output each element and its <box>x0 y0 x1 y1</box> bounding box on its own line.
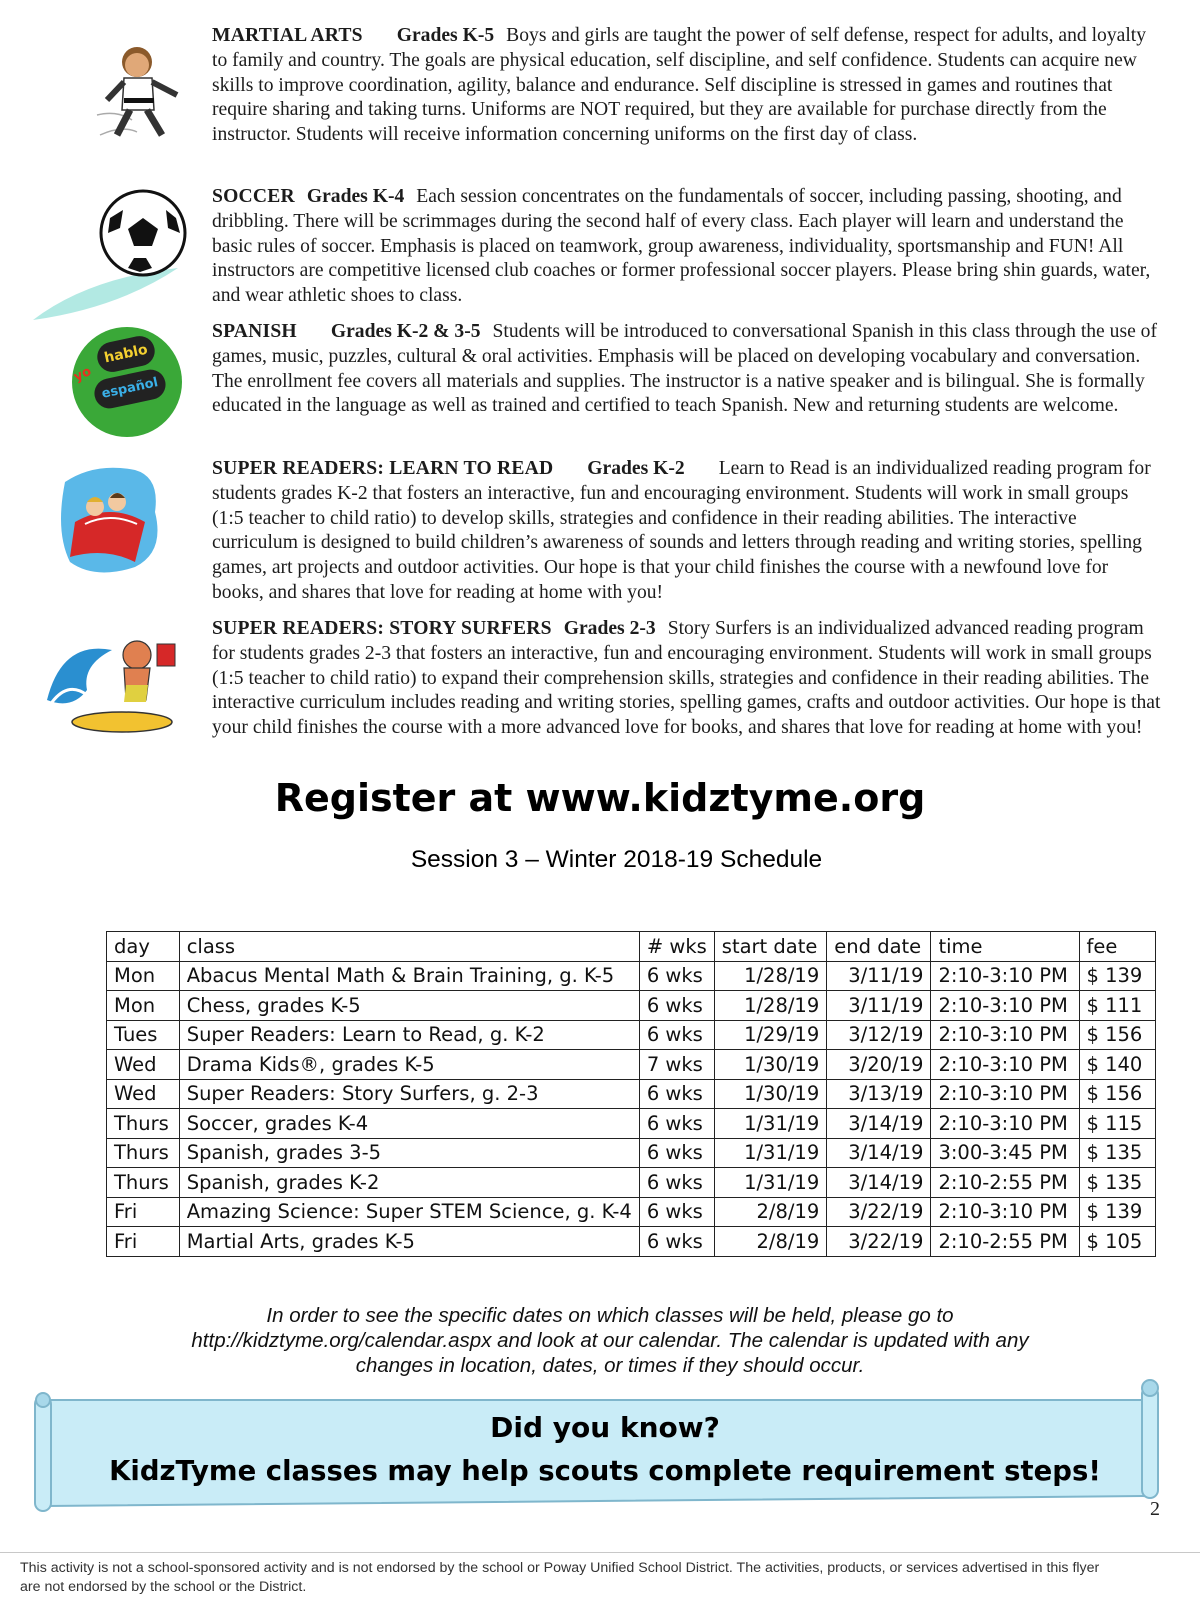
course-learn-to-read <box>212 457 1162 606</box>
course-description: Students will be introduced to conversational Spanish in this class through the use of games, music, puzzles, cultural & oral activities. Emphasis will be placed on developing vocabulary and conversation. The enrollment fee covers all materials and supplies. The instructor is a native speaker and is bilingual. She is formally educated in the language as well as trained and certified to teach Spanish. New and returning students are welcome. <box>212 321 1157 417</box>
table-row <box>107 1079 1156 1109</box>
schedule-header-row <box>107 932 1156 962</box>
register-heading: Register at www.kidztyme.org <box>274 776 926 820</box>
course-name: SUPER READERS: LEARN TO READ <box>212 458 554 479</box>
day-cell: Mon <box>107 961 180 991</box>
fee-cell: $ 111 <box>1079 991 1156 1021</box>
banner-message: KidzTyme classes may help scouts complete requirement steps! <box>109 1455 1101 1487</box>
course-name: SUPER READERS: STORY SURFERS <box>212 618 552 639</box>
notice-line: changes in location, dates, or times if they should occur. <box>355 1354 865 1377</box>
notice-line: In order to see the specific dates on which classes will be held, please go to <box>266 1304 954 1327</box>
weeks-cell: 6 wks <box>639 961 714 991</box>
end-date-cell: 3/14/19 <box>827 1168 931 1198</box>
course-story-surfers <box>212 617 1162 741</box>
weeks-cell: 6 wks <box>639 1227 714 1257</box>
karate-kid-icon <box>92 40 192 145</box>
day-cell: Fri <box>107 1197 180 1227</box>
table-row <box>107 991 1156 1021</box>
day-cell: Thurs <box>107 1168 180 1198</box>
time-cell: 2:10-3:10 PM <box>931 1197 1079 1227</box>
start-date-cell: 2/8/19 <box>714 1197 826 1227</box>
weeks-cell: 7 wks <box>639 1050 714 1080</box>
column-header: fee <box>1079 932 1156 962</box>
start-date-cell: 1/30/19 <box>714 1050 826 1080</box>
fee-cell: $ 135 <box>1079 1168 1156 1198</box>
day-cell: Wed <box>107 1050 180 1080</box>
end-date-cell: 3/12/19 <box>827 1020 931 1050</box>
course-grades: Grades K-2 & 3-5 <box>330 321 481 342</box>
class-cell: Amazing Science: Super STEM Science, g. K-4 <box>179 1197 639 1227</box>
course-spanish <box>212 320 1162 419</box>
day-cell: Thurs <box>107 1109 180 1139</box>
time-cell: 2:10-3:10 PM <box>931 1050 1079 1080</box>
class-cell: Martial Arts, grades K-5 <box>179 1227 639 1257</box>
day-cell: Wed <box>107 1079 180 1109</box>
course-name: MARTIAL ARTS <box>212 25 363 46</box>
notice-line: http://kidztyme.org/calendar.aspx and look at our calendar. The calendar is updated with any <box>191 1329 1029 1352</box>
end-date-cell: 3/13/19 <box>827 1079 931 1109</box>
disclaimer-line: This activity is not a school-sponsored activity and is not endorsed by the school or Poway Unified School District. The activities, products, or services advertised in this flyer <box>20 1560 1100 1576</box>
class-cell: Super Readers: Learn to Read, g. K-2 <box>179 1020 639 1050</box>
time-cell: 2:10-3:10 PM <box>931 1109 1079 1139</box>
course-grades: Grades K-4 <box>306 186 405 207</box>
fee-cell: $ 105 <box>1079 1227 1156 1257</box>
table-row <box>107 1050 1156 1080</box>
banner-heading: Did you know? <box>490 1411 720 1444</box>
course-grades: Grades K-2 <box>587 458 685 479</box>
column-header: end date <box>827 932 931 962</box>
start-date-cell: 2/8/19 <box>714 1227 826 1257</box>
time-cell: 2:10-3:10 PM <box>931 1020 1079 1050</box>
column-header: # wks <box>639 932 714 962</box>
fee-cell: $ 156 <box>1079 1020 1156 1050</box>
day-cell: Fri <box>107 1227 180 1257</box>
weeks-cell: 6 wks <box>639 1109 714 1139</box>
course-grades: Grades 2-3 <box>563 618 656 639</box>
end-date-cell: 3/11/19 <box>827 991 931 1021</box>
end-date-cell: 3/22/19 <box>827 1197 931 1227</box>
time-cell: 2:10-3:10 PM <box>931 961 1079 991</box>
time-cell: 2:10-2:55 PM <box>931 1227 1079 1257</box>
class-cell: Chess, grades K-5 <box>179 991 639 1021</box>
time-cell: 2:10-3:10 PM <box>931 991 1079 1021</box>
end-date-cell: 3/14/19 <box>827 1138 931 1168</box>
disclaimer-footer <box>20 1559 1180 1597</box>
day-cell: Mon <box>107 991 180 1021</box>
weeks-cell: 6 wks <box>639 991 714 1021</box>
start-date-cell: 1/31/19 <box>714 1109 826 1139</box>
end-date-cell: 3/20/19 <box>827 1050 931 1080</box>
weeks-cell: 6 wks <box>639 1168 714 1198</box>
espanol-bubble: español <box>92 367 169 411</box>
course-soccer <box>212 185 1162 309</box>
start-date-cell: 1/28/19 <box>714 961 826 991</box>
day-cell: Thurs <box>107 1138 180 1168</box>
course-name: SPANISH <box>212 321 297 342</box>
table-row <box>107 1168 1156 1198</box>
start-date-cell: 1/31/19 <box>714 1138 826 1168</box>
end-date-cell: 3/14/19 <box>827 1109 931 1139</box>
fee-cell: $ 156 <box>1079 1079 1156 1109</box>
class-cell: Spanish, grades 3-5 <box>179 1138 639 1168</box>
fee-cell: $ 139 <box>1079 961 1156 991</box>
table-row <box>107 1227 1156 1257</box>
disclaimer-line: are not endorsed by the school or the District. <box>20 1579 307 1595</box>
course-martial-arts <box>212 24 1162 148</box>
column-header: start date <box>714 932 826 962</box>
class-cell: Soccer, grades K-4 <box>179 1109 639 1139</box>
class-cell: Super Readers: Story Surfers, g. 2-3 <box>179 1079 639 1109</box>
class-cell: Abacus Mental Math & Brain Training, g. K-5 <box>179 961 639 991</box>
time-cell: 3:00-3:45 PM <box>931 1138 1079 1168</box>
surfing-cat-icon <box>42 630 187 745</box>
session-title: Session 3 – Winter 2018-19 Schedule <box>410 846 823 873</box>
weeks-cell: 6 wks <box>639 1197 714 1227</box>
fee-cell: $ 135 <box>1079 1138 1156 1168</box>
banner-text <box>40 1408 1170 1494</box>
table-row <box>107 1138 1156 1168</box>
course-description: Learn to Read is an individualized reading program for students grades K-2 that fosters an interactive, fun and encouraging environment. Students will work in small groups (1:5 teacher to child ratio) to develop skills, strategies and confidence in their reading abilities. The interactive curriculum is designed to build children’s awareness of sounds and letters through reading and writing stories, spelling games, art projects and outdoor activities. Our hope is that your child finishes the course with a newfound love for books, and shares that love for reading at home with you! <box>212 458 1151 603</box>
table-row <box>107 961 1156 991</box>
page-number: 2 <box>1150 1498 1160 1520</box>
schedule-table <box>106 931 1156 1257</box>
calendar-notice <box>100 1303 1120 1378</box>
table-row <box>107 1020 1156 1050</box>
course-name: SOCCER <box>212 186 295 207</box>
end-date-cell: 3/11/19 <box>827 961 931 991</box>
start-date-cell: 1/31/19 <box>714 1168 826 1198</box>
fee-cell: $ 115 <box>1079 1109 1156 1139</box>
weeks-cell: 6 wks <box>639 1020 714 1050</box>
class-cell: Drama Kids®, grades K-5 <box>179 1050 639 1080</box>
weeks-cell: 6 wks <box>639 1138 714 1168</box>
course-description: Story Surfers is an individualized advanced reading program for students grades 2-3 that fosters an interactive, fun and encouraging environment. Students will work in small groups (1:5 teacher to child ratio) to expand their comprehension skills, strategies and confidence in their reading abilities. The interactive curriculum includes reading and writing stories, spelling games, crafts and outdoor activities. Our hope is that your child finishes the course with a more advanced love for books, and shares that love for reading at home with you! <box>212 618 1161 739</box>
fee-cell: $ 139 <box>1079 1197 1156 1227</box>
course-description: Each session concentrates on the fundamentals of soccer, including passing, shooting, and dribbling. There will be scrimmages during the second half of every class. Each player will learn and understand the basic rules of soccer. Emphasis is placed on teamwork, group awareness, individuality, sportsmanship and FUN! All instructors are competitive licensed club coaches or former professional soccer players. Please bring shin guards, water, and wear athletic shoes to class. <box>212 186 1151 307</box>
table-row <box>107 1197 1156 1227</box>
column-header: day <box>107 932 180 962</box>
course-description: Boys and girls are taught the power of self defense, respect for adults, and loyalty to family and country. The goals are physical education, self discipline, and self confidence. Students can acquire new skills to improve coordination, agility, balance and endurance. Self discipline is stressed in games and routines that require sharing and taking turns. Uniforms are NOT required, but they are available for purchase directly from the instructor. Students will receive information concerning uniforms on the first day of class. <box>212 25 1147 146</box>
class-cell: Spanish, grades K-2 <box>179 1168 639 1198</box>
spanish-speech-bubbles-icon <box>72 327 182 437</box>
hablo-bubble: hablo <box>95 333 158 374</box>
column-header: time <box>931 932 1079 962</box>
column-header: class <box>179 932 639 962</box>
yo-label: yo <box>71 364 94 385</box>
flying-book-kids-icon <box>55 462 165 582</box>
course-grades: Grades K-5 <box>396 25 495 46</box>
fee-cell: $ 140 <box>1079 1050 1156 1080</box>
end-date-cell: 3/22/19 <box>827 1227 931 1257</box>
table-row <box>107 1109 1156 1139</box>
start-date-cell: 1/28/19 <box>714 991 826 1021</box>
start-date-cell: 1/29/19 <box>714 1020 826 1050</box>
soccer-ball-icon <box>28 188 203 328</box>
time-cell: 2:10-3:10 PM <box>931 1079 1079 1109</box>
day-cell: Tues <box>107 1020 180 1050</box>
start-date-cell: 1/30/19 <box>714 1079 826 1109</box>
weeks-cell: 6 wks <box>639 1079 714 1109</box>
time-cell: 2:10-2:55 PM <box>931 1168 1079 1198</box>
footer-divider <box>0 1552 1200 1553</box>
